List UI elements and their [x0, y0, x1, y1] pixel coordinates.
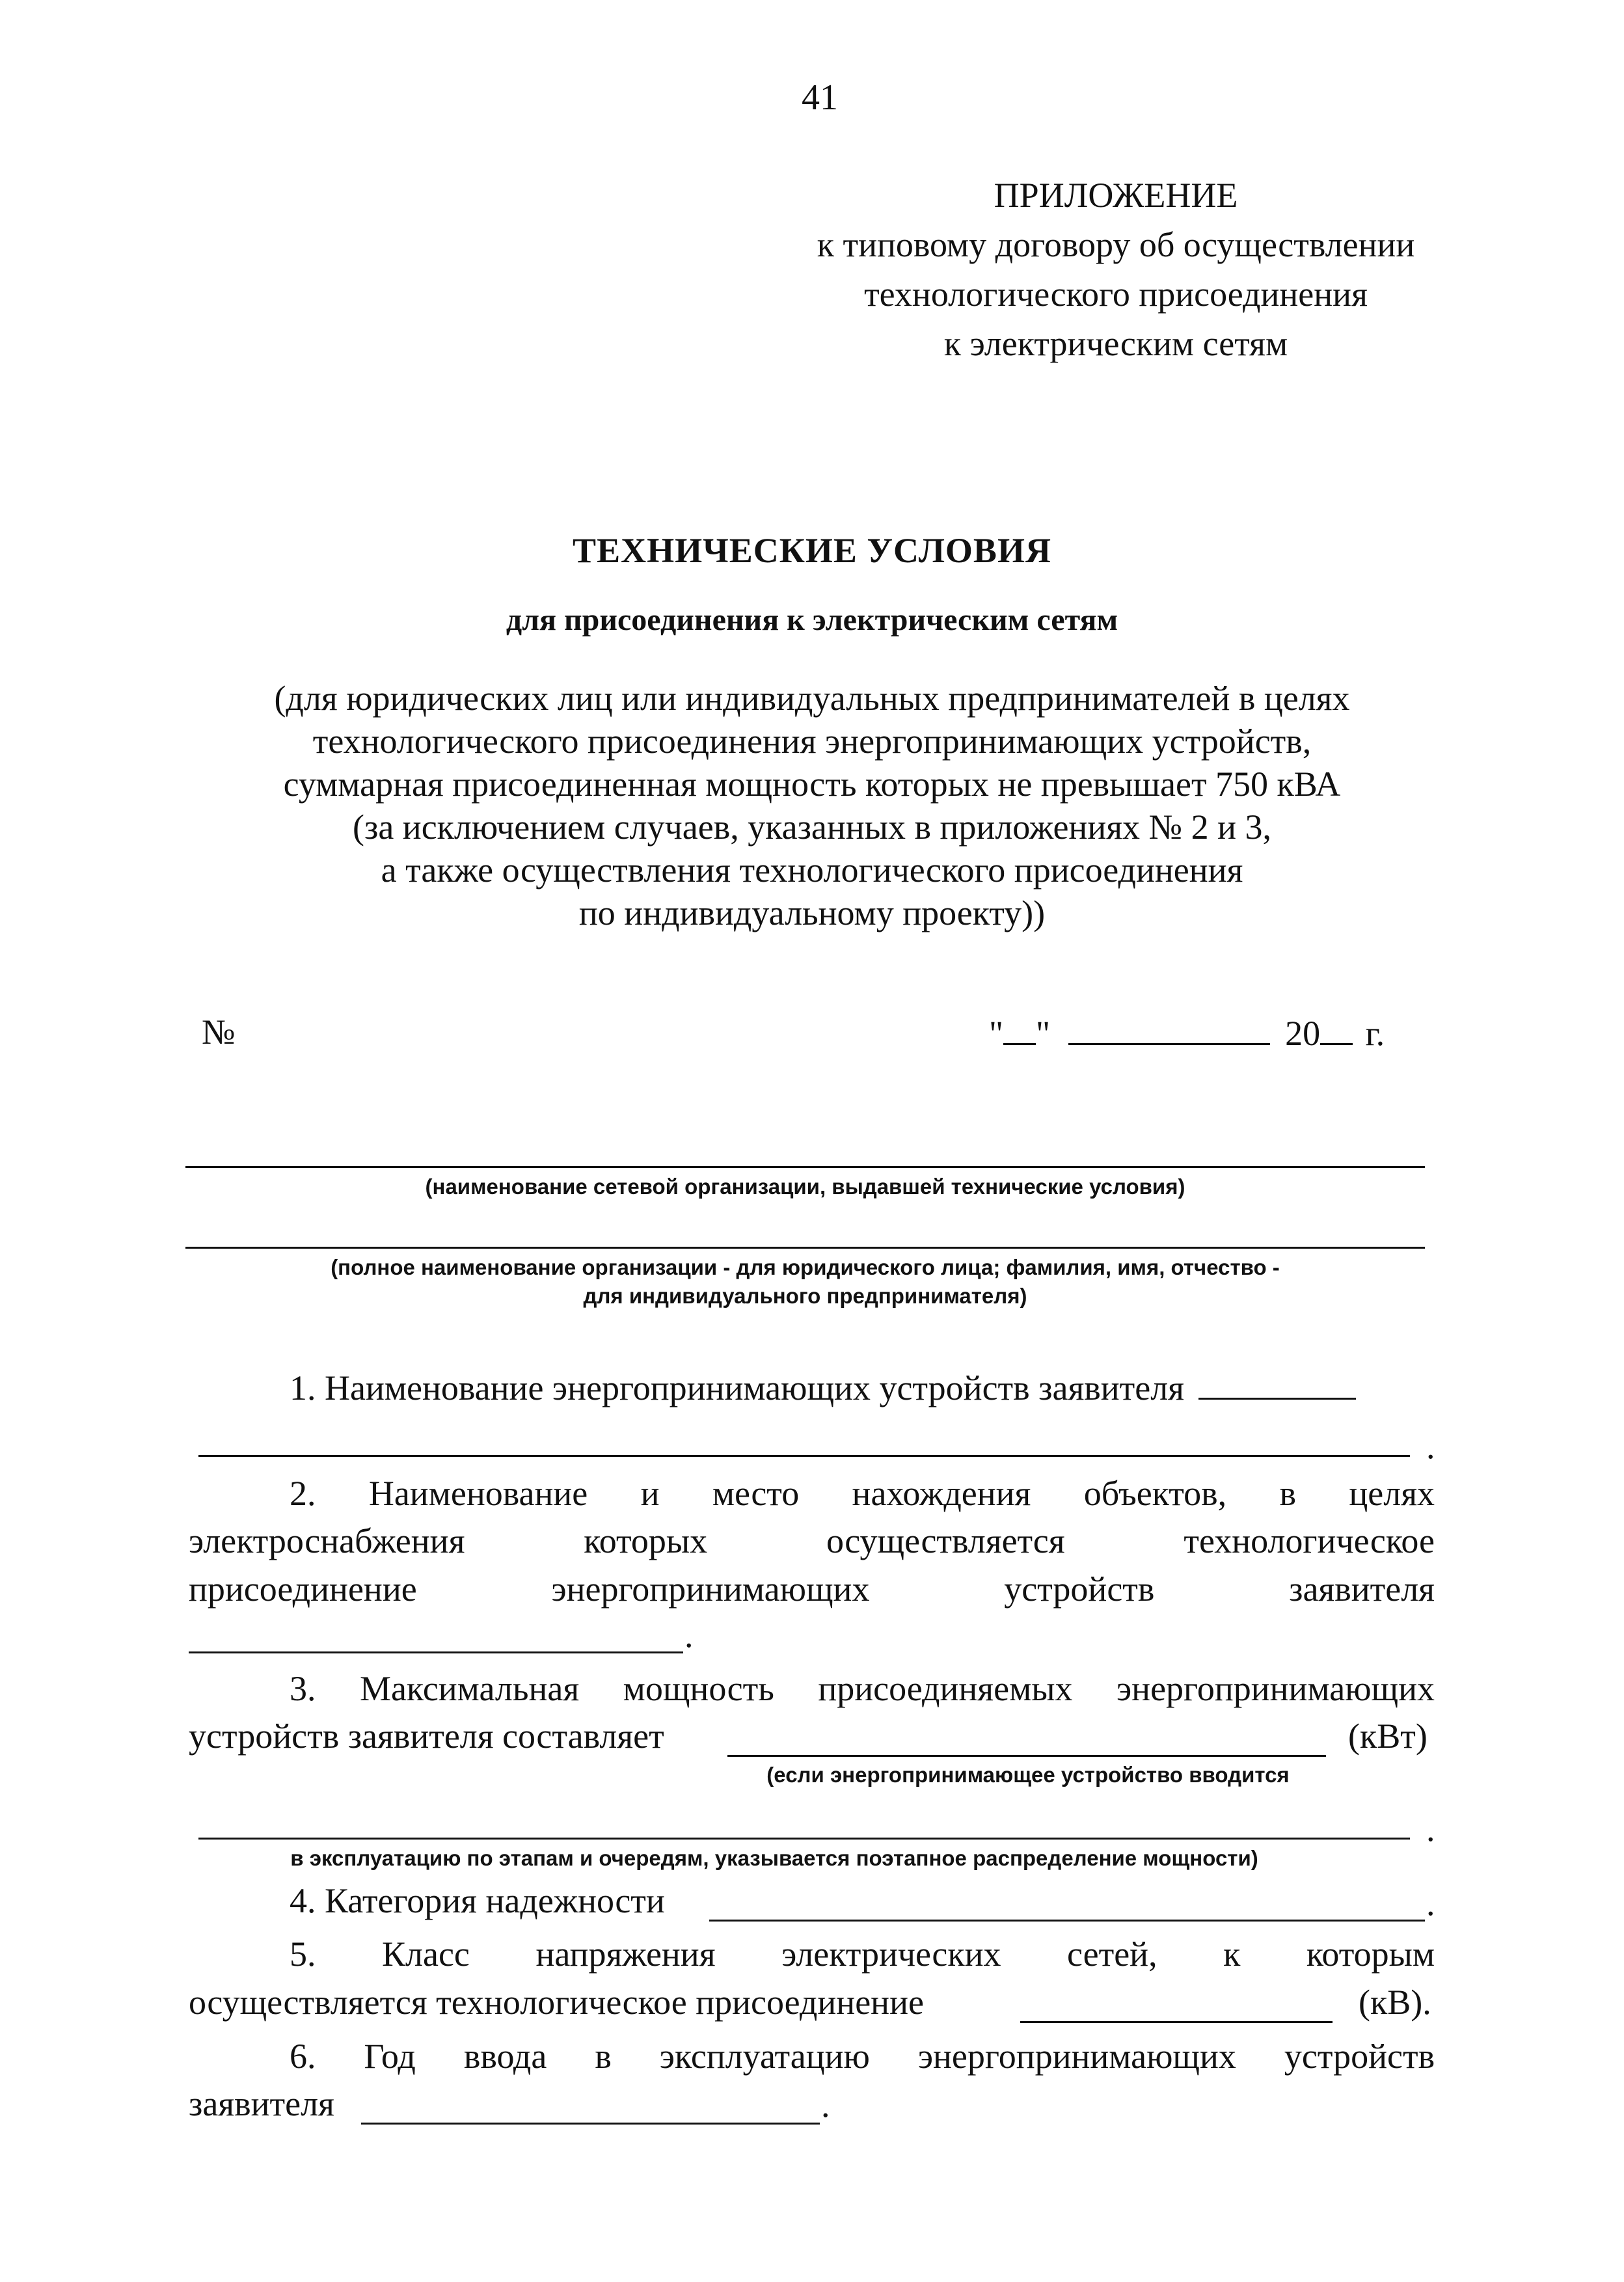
item-5-unit: (кВ).: [1359, 1983, 1431, 2022]
word: 2. Наименование: [290, 1474, 588, 1513]
item-2-blank[interactable]: [189, 1651, 683, 1653]
word: которых: [584, 1521, 708, 1560]
item-4-label: 4. Категория надежности: [290, 1881, 665, 1920]
month-blank[interactable]: [1068, 1012, 1270, 1045]
word: 3. Максимальная: [290, 1669, 580, 1708]
date-field[interactable]: [989, 1012, 1418, 1053]
scope-line: а также осуществления технологического присоединения: [381, 850, 1243, 890]
item-3-line-1: [290, 1666, 1435, 1711]
item-4-end-dot: .: [1426, 1884, 1435, 1923]
quote-close: ": [1036, 1014, 1051, 1053]
reliability-category-blank[interactable]: [709, 1920, 1425, 1922]
word: мощность: [623, 1669, 774, 1708]
item-3-end-dot: .: [1426, 1810, 1435, 1849]
word: энергопринимающих: [917, 2037, 1236, 2076]
word: присоединяемых: [818, 1669, 1073, 1708]
scope-line: по индивидуальному проекту)): [578, 893, 1046, 932]
word: энергопринимающих: [551, 1569, 870, 1609]
item-2-line-3: [189, 1566, 1435, 1612]
appendix-heading: ПРИЛОЖЕНИЕ: [994, 176, 1238, 215]
word: технологическое: [1184, 1521, 1435, 1560]
word: в: [595, 2037, 612, 2076]
appendix-line: технологического присоединения: [864, 275, 1368, 314]
word: в: [1279, 1474, 1297, 1513]
word: 6. Год: [290, 2037, 416, 2076]
item-1-text: 1. Наименование энергопринимающих устройств заявителя: [290, 1368, 1185, 1407]
item-3-note-2: в эксплуатацию по этапам и очередям, указывается поэтапное распределение мощности): [290, 1846, 1258, 1870]
word: осуществляется: [826, 1521, 1065, 1560]
number-label: №: [202, 1012, 236, 1052]
item-2-line-1: [290, 1471, 1435, 1516]
item-3-unit: (кВт): [1348, 1717, 1428, 1756]
year-prefix: 20: [1285, 1014, 1321, 1053]
network-org-field[interactable]: [185, 1166, 1425, 1168]
year-blank[interactable]: [1320, 1012, 1353, 1045]
scope-line: (для юридических лиц или индивидуальных предпринимателей в целях: [274, 679, 1350, 718]
item-1-continuation-blank[interactable]: [198, 1455, 1410, 1457]
appendix-line: к электрическим сетям: [943, 324, 1288, 363]
word: электроснабжения: [189, 1521, 465, 1560]
item-2-line-2: [189, 1518, 1435, 1564]
word: которым: [1306, 1935, 1435, 1974]
word: место: [712, 1474, 800, 1513]
item-1-blank[interactable]: [1198, 1366, 1356, 1400]
item-3-continuation-blank[interactable]: [198, 1838, 1410, 1840]
item-6-end-dot: .: [821, 2085, 830, 2125]
caption-line: для индивидуального предпринимателя): [583, 1284, 1027, 1308]
voltage-class-blank[interactable]: [1020, 2021, 1333, 2023]
item-5-line-2: осуществляется технологическое присоединение: [189, 1983, 924, 2022]
word: присоединение: [189, 1569, 417, 1609]
word: устройств: [1284, 2037, 1435, 2076]
applicant-caption: [185, 1253, 1425, 1311]
quote-open: ": [989, 1014, 1004, 1053]
item-2-end-dot: .: [684, 1616, 694, 1655]
word: к: [1223, 1935, 1241, 1974]
word: 5. Класс: [290, 1935, 470, 1974]
word: целях: [1349, 1474, 1435, 1513]
item-5-line-1: [290, 1931, 1435, 1977]
item-1: [290, 1365, 1356, 1411]
commissioning-year-blank[interactable]: [361, 2123, 820, 2125]
word: энергопринимающих: [1116, 1669, 1435, 1708]
item-3-line-2: устройств заявителя составляет: [189, 1717, 664, 1756]
word: эксплуатацию: [659, 2037, 870, 2076]
document-title: ТЕХНИЧЕСКИЕ УСЛОВИЯ: [573, 531, 1051, 570]
network-org-caption: (наименование сетевой организации, выдавшей технические условия): [425, 1175, 1185, 1199]
word: электрических: [781, 1935, 1001, 1974]
max-power-blank[interactable]: [727, 1755, 1326, 1757]
word: и: [640, 1474, 660, 1513]
scope-line: суммарная присоединенная мощность которых не превышает 750 кВА: [283, 765, 1341, 804]
page-number: 41: [802, 77, 838, 118]
item-6-line-2: заявителя: [189, 2084, 334, 2123]
scope-line: технологического присоединения энергопринимающих устройств,: [312, 722, 1312, 761]
item-1-end-dot: .: [1426, 1427, 1435, 1466]
word: объектов,: [1083, 1474, 1227, 1513]
word: устройств: [1004, 1569, 1155, 1609]
scope-paragraph: [117, 677, 1507, 934]
word: сетей,: [1067, 1935, 1157, 1974]
document-subtitle: для присоединения к электрическим сетям: [506, 603, 1118, 637]
item-6-line-1: [290, 2033, 1435, 2079]
item-3-note-1: (если энергопринимающее устройство вводится: [766, 1763, 1290, 1787]
word: напряжения: [535, 1935, 716, 1974]
appendix-line: к типовому договору об осуществлении: [817, 225, 1415, 264]
word: нахождения: [852, 1474, 1031, 1513]
scope-line: (за исключением случаев, указанных в приложениях № 2 и 3,: [353, 808, 1271, 847]
appendix-header: [722, 170, 1509, 368]
word: заявителя: [1289, 1569, 1435, 1609]
year-suffix: г.: [1365, 1014, 1385, 1053]
word: ввода: [463, 2037, 547, 2076]
day-blank[interactable]: [1003, 1012, 1036, 1045]
applicant-name-field[interactable]: [185, 1247, 1425, 1249]
caption-line: (полное наименование организации - для юридического лица; фамилия, имя, отчество -: [331, 1255, 1280, 1279]
